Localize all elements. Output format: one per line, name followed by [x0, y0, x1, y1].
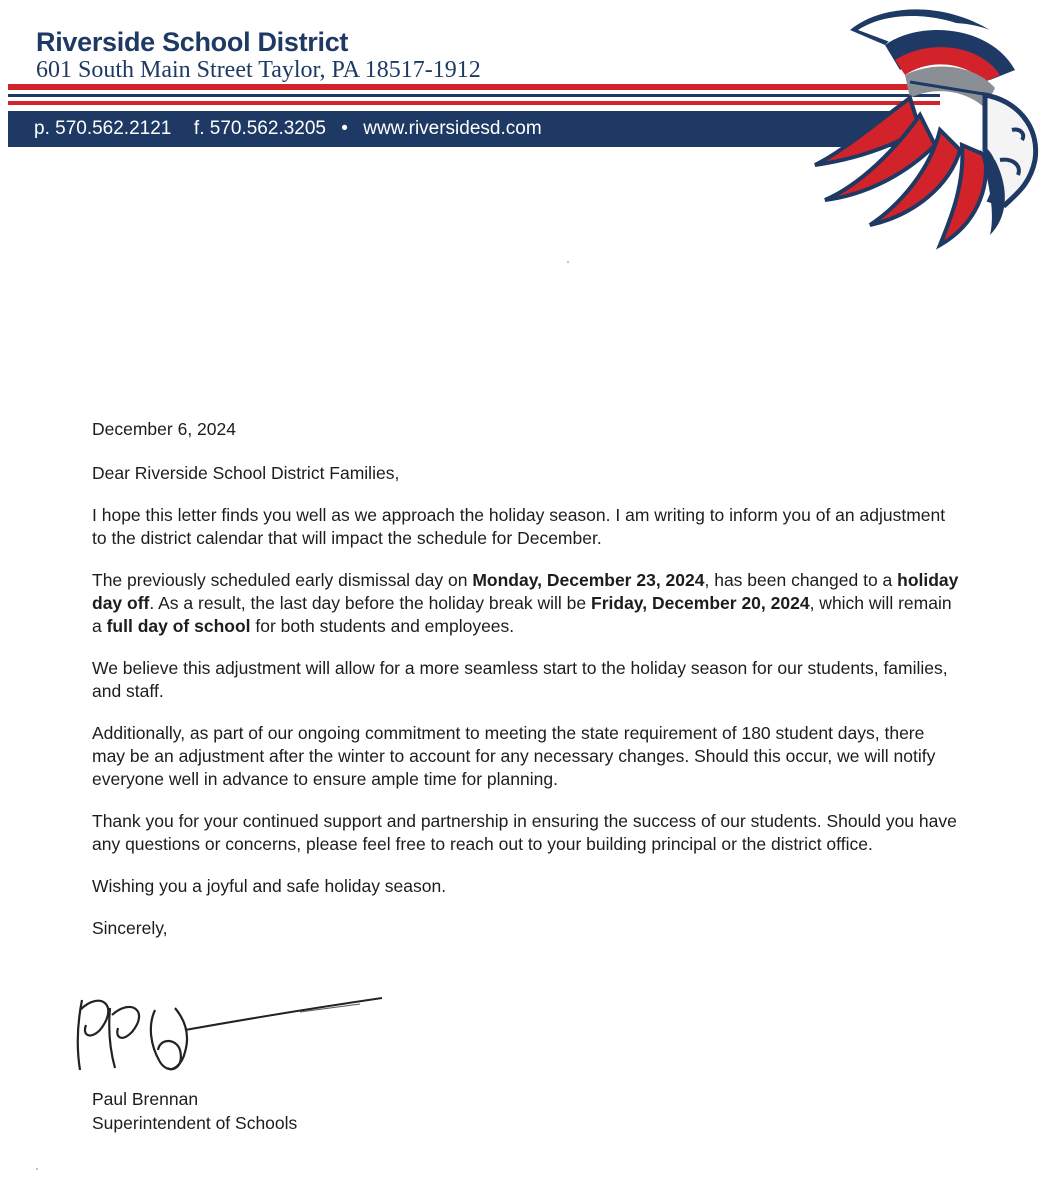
- salutation: Dear Riverside School District Families,: [92, 463, 400, 483]
- signer-name: Paul Brennan: [92, 1089, 199, 1109]
- viking-mascot-logo: [790, 0, 1060, 255]
- letterhead: [0, 0, 1060, 260]
- district-name: Riverside School District: [36, 27, 349, 57]
- bold-date-monday: Monday, December 23, 2024: [472, 570, 705, 590]
- website-link: www.riversidesd.com: [363, 118, 542, 139]
- paragraph-intro: I hope this letter finds you well as we approach the holiday season. I am writing to inform you of an adjustment to the district calendar that will impact the schedule for December.: [92, 505, 946, 548]
- handwritten-signature: [60, 980, 400, 1080]
- paragraph-wishes: Wishing you a joyful and safe holiday season.: [92, 876, 447, 896]
- closing: Sincerely,: [92, 918, 168, 938]
- contact-bar: [8, 111, 908, 147]
- bullet-separator: •: [341, 118, 348, 139]
- bold-date-friday: Friday, December 20, 2024: [591, 593, 810, 613]
- paragraph-state-requirement: Additionally, as part of our ongoing commitment to meeting the state requirement of 180 student days, there may be an adjustment after the winter to account for any necessary changes. Should this occur, we will notify everyone well in advance to ensure ample time for planning.: [92, 723, 936, 789]
- letter-body: [92, 418, 962, 942]
- paragraph-belief: We believe this adjustment will allow for a more seamless start to the holiday season for our students, families, and staff.: [92, 658, 948, 701]
- district-address: 601 South Main Street Taylor, PA 18517-1912: [36, 57, 481, 83]
- signer-block: [92, 1087, 297, 1135]
- scan-speck: [567, 261, 569, 263]
- phone-number: p. 570.562.2121: [34, 118, 172, 139]
- bold-full-day: full day of school: [106, 616, 251, 636]
- signer-title: Superintendent of Schools: [92, 1113, 298, 1133]
- scan-speck: [36, 1168, 38, 1170]
- letter-date: December 6, 2024: [92, 419, 236, 439]
- paragraph-schedule-change: The previously scheduled early dismissal day on Monday, December 23, 2024, has been changed to a holiday day off. As a result, the last day before the holiday break will be Friday, December 20, 2024, which will remain a full day of school for both students and employees.: [92, 570, 959, 636]
- fax-number: f. 570.562.3205: [193, 118, 326, 139]
- bold-holiday-day-off: holiday day off: [92, 570, 959, 613]
- paragraph-thanks: Thank you for your continued support and partnership in ensuring the success of our students. Should you have any questions or concerns, please feel free to reach out to your building principal or the district office.: [92, 811, 957, 854]
